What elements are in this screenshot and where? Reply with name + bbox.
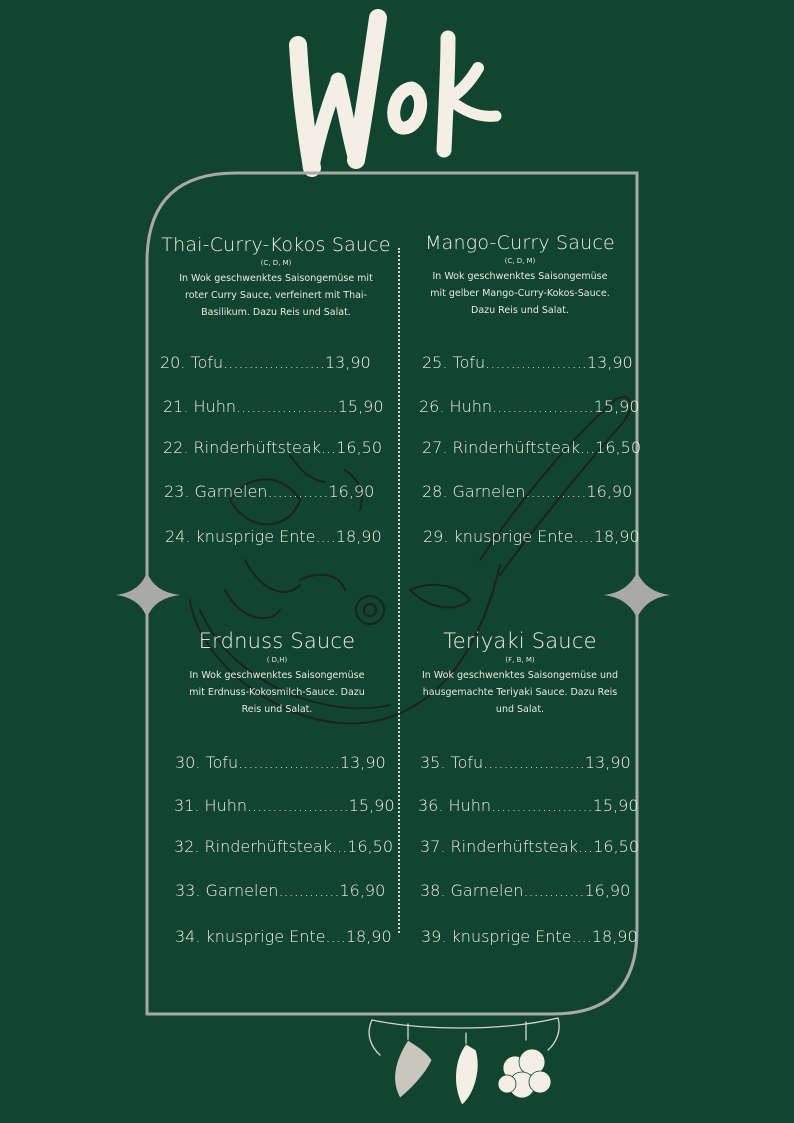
menu-item: 20. Tofu....................13,90 [160, 353, 371, 372]
menu-item: 23. Garnelen............16,90 [164, 482, 375, 501]
menu-item: 33. Garnelen............16,90 [175, 881, 386, 900]
menu-item: 34. knusprige Ente....18,90 [175, 927, 392, 946]
section-description: In Wok geschwenktes Saisongemüse mit gelber Mango-Curry-Kokos-Sauce. Dazu Reis und Salat. [430, 271, 610, 316]
menu-item: 22. Rinderhüftsteak...16,50 [163, 438, 383, 457]
menu-item: 32. Rinderhüftsteak...16,50 [174, 837, 394, 856]
section-title: Teriyaki Sauce [443, 629, 597, 653]
menu-item: 25. Tofu....................13,90 [422, 353, 633, 372]
menu-item: 36. Huhn....................15,90 [418, 796, 639, 815]
menu-item: 37. Rinderhüftsteak...16,50 [420, 837, 640, 856]
menu-item: 30. Tofu....................13,90 [175, 753, 386, 772]
menu-item: 35. Tofu....................13,90 [420, 753, 631, 772]
section-description: In Wok geschwenktes Saisongemüse mit Erdnuss-Kokosmilch-Sauce. Dazu Reis und Salat. [189, 670, 365, 715]
section-title: Erdnuss Sauce [198, 629, 356, 653]
section-description: In Wok geschwenktes Saisongemüse mit roter Curry Sauce, verfeinert mit Thai- Basilikum. Dazu Reis und Salat. [179, 273, 373, 318]
section-allergens: (C, D, M) [504, 257, 536, 265]
menu-item: 24. knusprige Ente....18,90 [165, 527, 382, 546]
section-allergens: (F, B, M) [505, 656, 535, 664]
menu-item: 21. Huhn....................15,90 [163, 397, 384, 416]
section-allergens: ( D,H) [266, 656, 288, 664]
menu-item: 27. Rinderhüftsteak...16,50 [422, 438, 642, 457]
menu-item: 39. knusprige Ente....18,90 [421, 927, 638, 946]
section-allergens: (C, D, M) [260, 259, 292, 267]
section-title: Thai-Curry-Kokos Sauce [161, 234, 391, 256]
menu-item: 38. Garnelen............16,90 [420, 881, 631, 900]
menu-item: 28. Garnelen............16,90 [422, 482, 633, 501]
section-description: In Wok geschwenktes Saisongemüse und hausgemachte Teriyaki Sauce. Dazu Reis und Salat. [421, 670, 619, 715]
menu-item: 31. Huhn....................15,90 [174, 796, 395, 815]
menu-item: 29. knusprige Ente....18,90 [423, 527, 640, 546]
section-title: Mango-Curry Sauce [425, 232, 615, 254]
menu-item: 26. Huhn....................15,90 [419, 397, 640, 416]
